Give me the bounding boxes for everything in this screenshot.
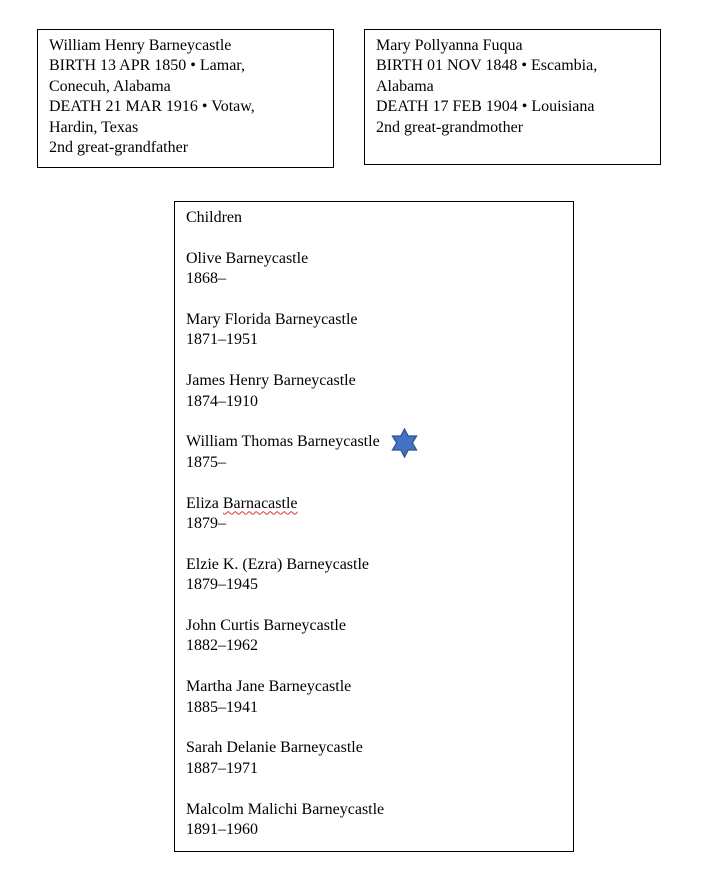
child-name: William Thomas Barneycastle [186,433,380,451]
father-death-line-1: DEATH 21 MAR 1916 • Votaw, [49,98,255,116]
misspelled-surname: Barnacastle [222,494,298,512]
child-years: 1879– [186,515,226,532]
father-card [37,29,334,168]
child-item [186,310,563,351]
child-item [186,249,563,290]
children-title: Children [186,209,242,226]
child-item [186,616,563,657]
child-years: 1868– [186,270,226,288]
child-name: Martha Jane Barneycastle [186,678,352,696]
father-name: William Henry Barneycastle [49,37,232,54]
child-name [186,494,563,514]
child-years: 1882–1962 [186,637,258,655]
mother-birth-line-2: Alabama [376,77,434,95]
father-birth-line-1: BIRTH 13 APR 1850 • Lamar, [49,57,245,75]
child-item [186,738,563,779]
father-death-line-2: Hardin, Texas [49,118,139,136]
child-item [186,494,563,535]
child-item [186,432,563,473]
child-name: John Curtis Barneycastle [186,617,346,634]
child-years: 1885–1941 [186,698,258,716]
child-item [186,677,563,718]
mother-relation: 2nd great-grandmother [376,118,524,136]
child-item [186,555,563,596]
father-relation: 2nd great-grandfather [49,139,189,157]
child-name: James Henry Barneycastle [186,372,356,390]
children-card [174,201,574,852]
child-name: Mary Florida Barneycastle [186,311,358,328]
child-years: 1891–1960 [186,821,258,839]
child-years: 1874–1910 [186,392,258,410]
child-name: Sarah Delanie Barneycastle [186,739,363,757]
father-birth-line-2: Conecuh, Alabama [49,77,171,95]
child-name: Olive Barneycastle [186,249,309,267]
child-years: 1875– [186,453,226,471]
child-item [186,371,563,412]
mother-birth-line-1: BIRTH 01 NOV 1848 • Escambia, [376,57,598,75]
child-years: 1887–1971 [186,759,258,777]
child-years: 1871–1951 [186,331,258,349]
child-name: Malcolm Malichi Barneycastle [186,800,385,818]
child-first-name: Eliza [186,494,219,512]
star-icon [391,428,418,458]
mother-death-line: DEATH 17 FEB 1904 • Louisiana [376,98,595,116]
mother-card [364,29,661,165]
mother-name: Mary Pollyanna Fuqua [376,37,523,54]
child-item [186,800,563,841]
child-years: 1879–1945 [186,576,258,594]
child-name: Elzie K. (Ezra) Barneycastle [186,555,370,573]
